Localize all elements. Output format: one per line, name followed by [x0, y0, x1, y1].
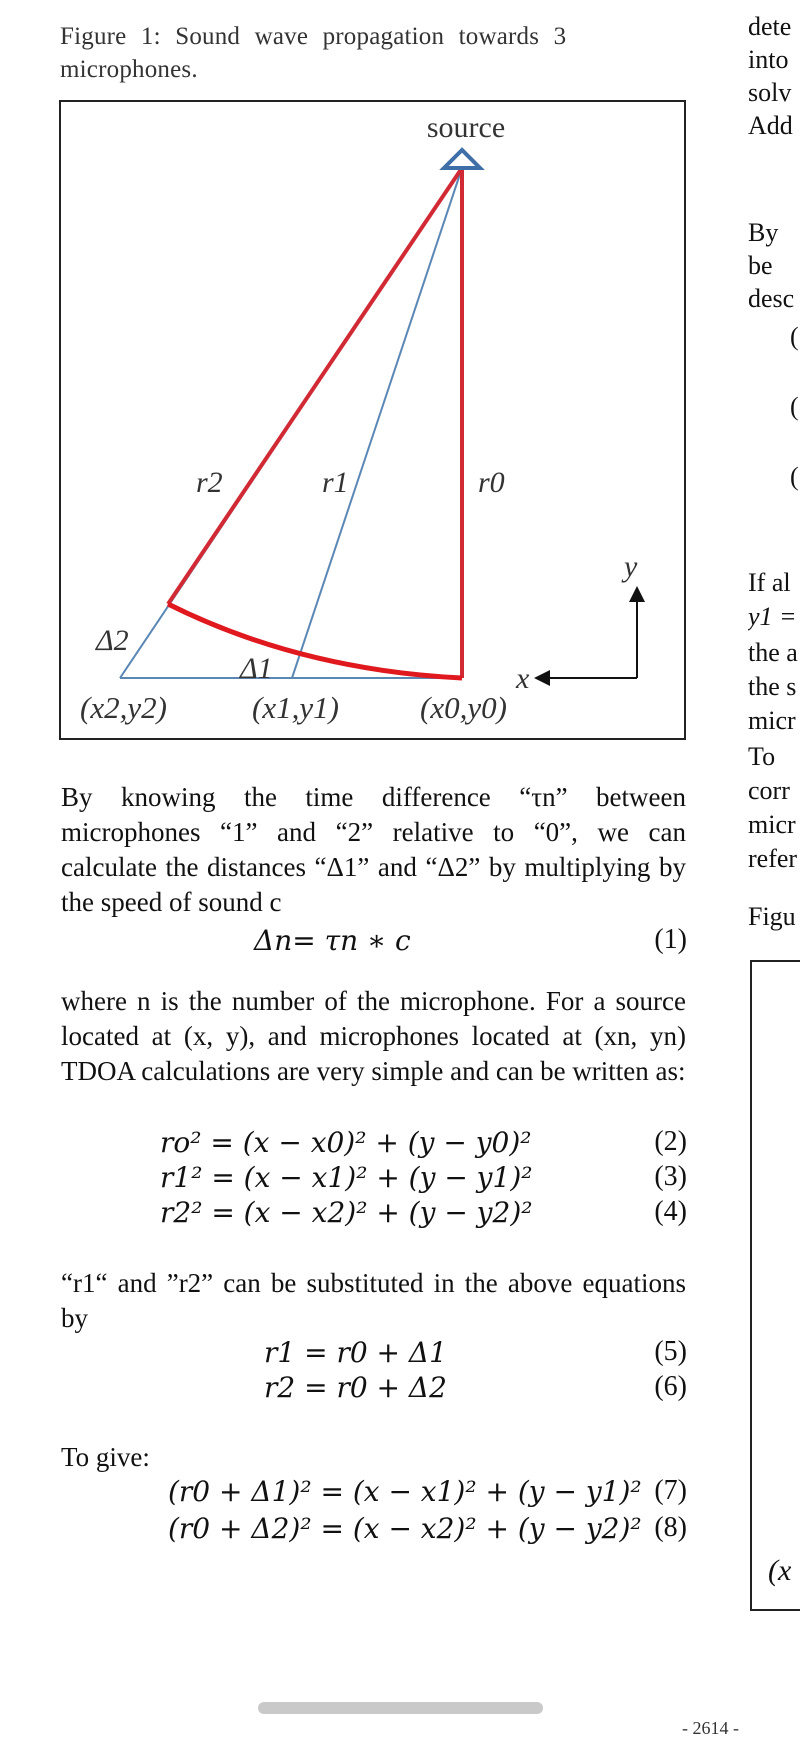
equation-8-number: (8): [654, 1512, 687, 1543]
paragraph-substitution: “r1“ and ”r2” can be substituted in the above equations by: [61, 1268, 686, 1333]
right-col-low-6: To: [748, 742, 776, 771]
right-col-low-7: corr: [748, 776, 790, 805]
r1-label: r1: [322, 466, 349, 499]
right-col-low-4: the s: [748, 672, 797, 701]
y-axis-label: y: [624, 550, 638, 583]
equation-2: ro² = (x − x0)² + (y − y0)²: [160, 1126, 532, 1159]
right-col-top-3: solv: [748, 78, 792, 107]
right-col-paren-1: (: [790, 322, 799, 351]
equation-4: r2² = (x − x2)² + (y − y2)²: [160, 1196, 533, 1229]
equation-3-number: (3): [654, 1161, 687, 1192]
r2-label: r2: [196, 466, 223, 499]
right-col-low-8: micr: [748, 810, 796, 839]
mic0-label: (x0,y0): [420, 690, 507, 725]
equation-2-number: (2): [654, 1126, 687, 1157]
equation-7-number: (7): [654, 1475, 687, 1506]
r2-line: [168, 168, 462, 604]
right-col-paren-3: (: [790, 462, 799, 491]
mic1-label: (x1,y1): [252, 690, 339, 725]
page-number: - 2614 -: [682, 1718, 739, 1738]
scroll-indicator[interactable]: [258, 1702, 543, 1714]
paragraph-time-difference: By knowing the time difference “τn” between microphones “1” and “2” relative to “0”, we can calculate the distances “Δ1” and “Δ2” by multiplying by the speed of sound c: [61, 782, 686, 917]
equation-5-number: (5): [654, 1336, 687, 1367]
right-col-low-2: y1 =: [748, 602, 797, 631]
paragraph-tdoa: where n is the number of the microphone. For a source located at (x, y), and microphones located at (xn, yn) TDOA calculations are very simple and can be written as:: [61, 986, 686, 1086]
right-col-top-2: into: [748, 45, 789, 74]
right-col-figure-box: [750, 960, 800, 1611]
figure-caption-line2: microphones.: [60, 56, 198, 83]
equation-1: Δn= τn ∗ c: [254, 924, 411, 957]
tdoa-diagram: [0, 0, 800, 760]
equation-3: r1² = (x − x1)² + (y − y1)²: [160, 1161, 533, 1194]
delta2-label: Δ2: [96, 624, 129, 657]
right-col-figure-caption: Figu: [748, 902, 796, 931]
right-col-low-9: refer: [748, 844, 798, 873]
y-arrow-icon: [629, 586, 645, 602]
equation-4-number: (4): [654, 1196, 687, 1227]
equation-8: (r0 + Δ2)² = (x − x2)² + (y − y2)²: [168, 1512, 642, 1545]
equation-5: r1 = r0 + Δ1: [264, 1336, 447, 1369]
mic2-label: (x2,y2): [80, 690, 167, 725]
equation-1-number: (1): [654, 924, 687, 955]
source-label: source: [426, 111, 506, 144]
right-col-low-1: If al: [748, 568, 791, 597]
path-to-mic1: [292, 168, 462, 678]
source-triangle-icon: [444, 150, 480, 168]
right-col-figure-label: (x: [768, 1554, 792, 1587]
delta1-label: Δ1: [240, 652, 273, 685]
right-col-paren-2: (: [790, 392, 799, 421]
figure-caption-line1: Figure 1: Sound wave propagation towards 3: [60, 23, 567, 50]
equation-6-number: (6): [654, 1371, 687, 1402]
right-col-mid-2: be: [748, 251, 773, 280]
r0-label: r0: [478, 466, 505, 499]
right-column-clipped: [748, 0, 800, 1732]
equation-6: r2 = r0 + Δ2: [264, 1371, 447, 1404]
right-col-mid-1: By: [748, 218, 779, 247]
right-col-top-4: Add: [748, 111, 793, 140]
to-give-label: To give:: [61, 1442, 150, 1472]
right-col-mid-3: desc: [748, 284, 795, 313]
x-axis-label: x: [516, 662, 530, 695]
figure-frame: [60, 101, 685, 739]
right-col-low-3: the a: [748, 638, 798, 667]
equation-7: (r0 + Δ1)² = (x − x1)² + (y − y1)²: [168, 1475, 642, 1508]
wavefront-arc: [168, 604, 462, 678]
right-col-top-1: dete: [748, 12, 792, 41]
right-col-low-5: micr: [748, 706, 796, 735]
x-arrow-icon: [534, 670, 550, 686]
